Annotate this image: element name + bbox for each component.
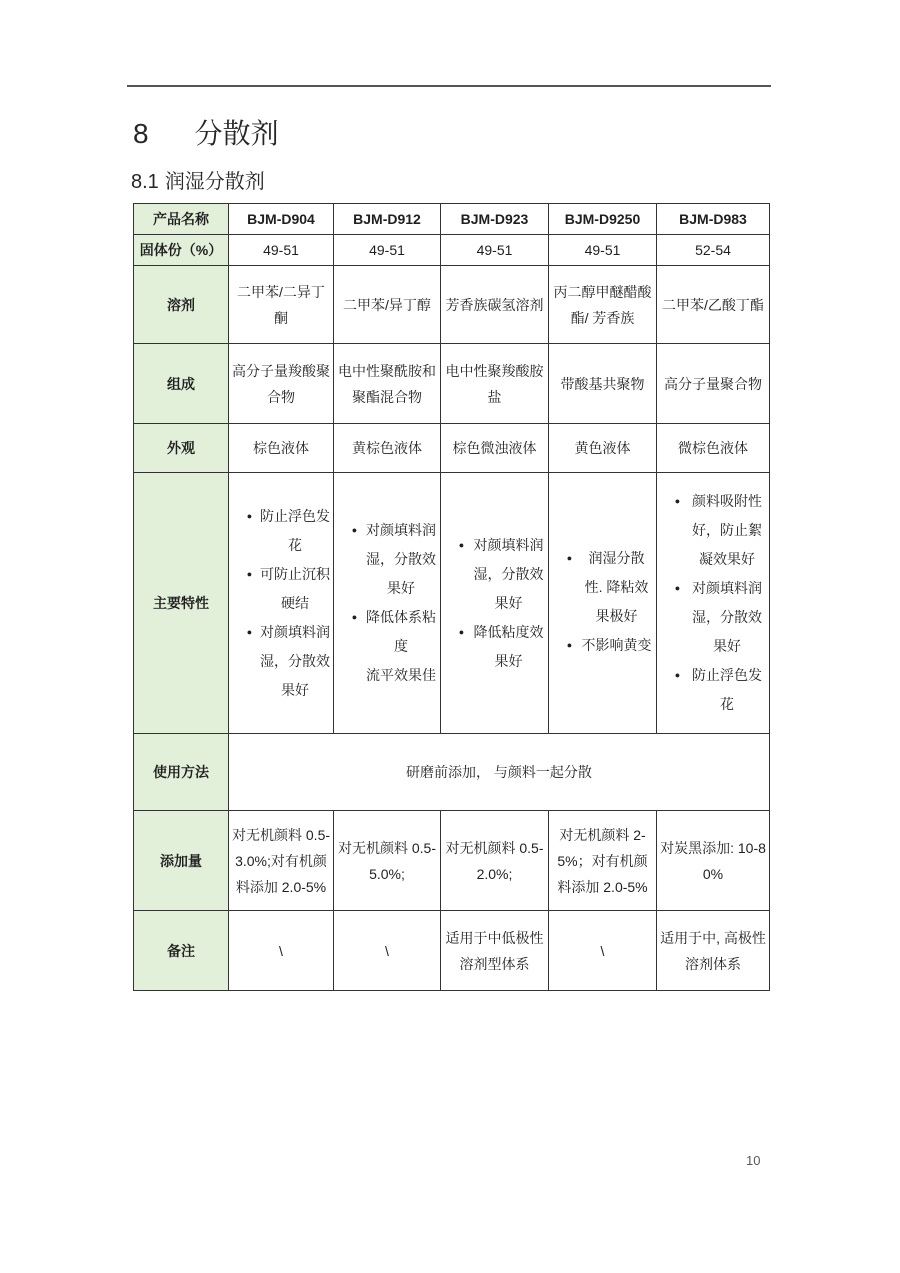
table-row-remarks — [134, 911, 770, 991]
appearance-cell: 棕色液体 — [229, 424, 334, 473]
table-row-product-name — [134, 204, 770, 235]
feature-text: 对颜填料润湿，分散效果好 — [366, 522, 436, 596]
feature-list — [660, 487, 766, 719]
section-number: 8 — [133, 118, 149, 149]
product-name-cell: BJM-D983 — [657, 204, 770, 235]
solvent-cell: 二甲苯/异丁醇 — [334, 266, 441, 344]
dosage-cell: 对无机颜料 0.5-3.0%;对有机颜料添加 2.0-5% — [229, 811, 334, 911]
feature-item — [236, 502, 330, 560]
feature-item — [341, 603, 437, 661]
feature-list — [337, 516, 437, 690]
header-rule — [127, 85, 771, 87]
remarks-cell: 适用于中低极性溶剂型体系 — [441, 911, 549, 991]
appearance-cell: 黄色液体 — [549, 424, 657, 473]
solid-content-cell: 49-51 — [334, 235, 441, 266]
table-row-solid-content — [134, 235, 770, 266]
row-label-appearance: 外观 — [134, 424, 229, 473]
solid-content-cell: 49-51 — [229, 235, 334, 266]
feature-text: 润湿分散性. 降粘效果极好 — [584, 550, 649, 624]
features-cell — [441, 473, 549, 734]
bullet-icon — [448, 618, 472, 676]
feature-item — [556, 544, 653, 631]
composition-cell: 带酸基共聚物 — [549, 344, 657, 424]
bullet-icon — [448, 531, 472, 618]
feature-item — [664, 661, 766, 719]
table-row-appearance — [134, 424, 770, 473]
bullet-icon — [664, 487, 688, 574]
table-row-features — [134, 473, 770, 734]
product-spec-table — [133, 203, 770, 991]
bullet-icon — [556, 631, 580, 662]
table-row-composition — [134, 344, 770, 424]
bullet-icon — [236, 560, 260, 618]
feature-text: 防止浮色发花 — [260, 507, 330, 553]
page-number: 10 — [746, 1153, 761, 1168]
remarks-cell: \ — [334, 911, 441, 991]
section-heading — [133, 112, 279, 152]
table-row-dosage — [134, 811, 770, 911]
feature-list — [232, 502, 330, 705]
section-title: 分散剂 — [194, 118, 279, 149]
feature-list — [552, 544, 653, 662]
feature-item — [341, 661, 437, 690]
feature-item — [664, 487, 766, 574]
product-name-cell: BJM-D923 — [441, 204, 549, 235]
row-label-remarks: 备注 — [134, 911, 229, 991]
feature-text: 降低体系粘度 — [366, 609, 436, 654]
dosage-cell: 对无机颜料 2-5%；对有机颜料添加 2.0-5% — [549, 811, 657, 911]
subsection-title: 润湿分散剂 — [164, 171, 265, 193]
row-label-usage: 使用方法 — [134, 734, 229, 811]
row-label-features: 主要特性 — [134, 473, 229, 734]
row-label-solid-content: 固体份（%） — [134, 235, 229, 266]
composition-cell: 高分子量羧酸聚合物 — [229, 344, 334, 424]
feature-item — [341, 516, 437, 603]
solid-content-cell: 49-51 — [549, 235, 657, 266]
appearance-cell: 棕色微浊液体 — [441, 424, 549, 473]
dosage-cell: 对炭黑添加: 10-80% — [657, 811, 770, 911]
feature-item — [236, 618, 330, 705]
subsection-number: 8.1 — [131, 171, 159, 193]
bullet-icon — [341, 516, 365, 603]
feature-item — [236, 560, 330, 618]
feature-item — [664, 574, 766, 661]
bullet-icon — [236, 618, 260, 705]
feature-item — [556, 631, 653, 662]
composition-cell: 高分子量聚合物 — [657, 344, 770, 424]
product-name-cell: BJM-D912 — [334, 204, 441, 235]
bullet-icon — [341, 603, 365, 661]
feature-text: 对颜填料润湿，分散效果好 — [692, 580, 762, 654]
solvent-cell: 丙二醇甲醚醋酸酯/ 芳香族 — [549, 266, 657, 344]
feature-text: 对颜填料润湿，分散效果好 — [260, 623, 330, 698]
features-cell — [334, 473, 441, 734]
features-cell — [229, 473, 334, 734]
bullet-icon — [236, 502, 260, 560]
composition-cell: 电中性聚羧酸胺盐 — [441, 344, 549, 424]
feature-text: 可防止沉积硬结 — [260, 565, 330, 611]
product-name-cell: BJM-D9250 — [549, 204, 657, 235]
feature-text: 颜料吸附性好，防止絮凝效果好 — [692, 493, 762, 567]
remarks-cell: 适用于中, 高极性溶剂体系 — [657, 911, 770, 991]
row-label-composition: 组成 — [134, 344, 229, 424]
feature-text: 不影响黄变 — [581, 637, 652, 653]
subsection-heading — [131, 165, 265, 194]
feature-text: 流平效果佳 — [366, 667, 436, 683]
bullet-icon — [664, 574, 688, 661]
dosage-cell: 对无机颜料 0.5-2.0%; — [441, 811, 549, 911]
row-label-solvent: 溶剂 — [134, 266, 229, 344]
feature-list — [444, 531, 545, 676]
features-cell — [549, 473, 657, 734]
product-name-cell: BJM-D904 — [229, 204, 334, 235]
solvent-cell: 二甲苯/乙酸丁酯 — [657, 266, 770, 344]
appearance-cell: 微棕色液体 — [657, 424, 770, 473]
feature-text: 防止浮色发花 — [692, 667, 762, 712]
solid-content-cell: 49-51 — [441, 235, 549, 266]
dosage-cell: 对无机颜料 0.5-5.0%; — [334, 811, 441, 911]
solvent-cell: 芳香族碳氢溶剂 — [441, 266, 549, 344]
feature-item — [448, 531, 545, 618]
usage-cell: 研磨前添加， 与颜料一起分散 — [229, 734, 770, 811]
table-row-solvent — [134, 266, 770, 344]
row-label-product-name: 产品名称 — [134, 204, 229, 235]
feature-text: 对颜填料润湿，分散效果好 — [473, 536, 544, 611]
remarks-cell: \ — [229, 911, 334, 991]
row-label-dosage: 添加量 — [134, 811, 229, 911]
remarks-cell: \ — [549, 911, 657, 991]
composition-cell: 电中性聚酰胺和聚酯混合物 — [334, 344, 441, 424]
solid-content-cell: 52-54 — [657, 235, 770, 266]
feature-item — [448, 618, 545, 676]
solvent-cell: 二甲苯/二异丁酮 — [229, 266, 334, 344]
bullet-icon — [556, 544, 580, 631]
bullet-icon — [664, 661, 688, 719]
feature-text: 降低粘度效果好 — [473, 623, 544, 669]
features-cell — [657, 473, 770, 734]
table-row-usage — [134, 734, 770, 811]
appearance-cell: 黄棕色液体 — [334, 424, 441, 473]
